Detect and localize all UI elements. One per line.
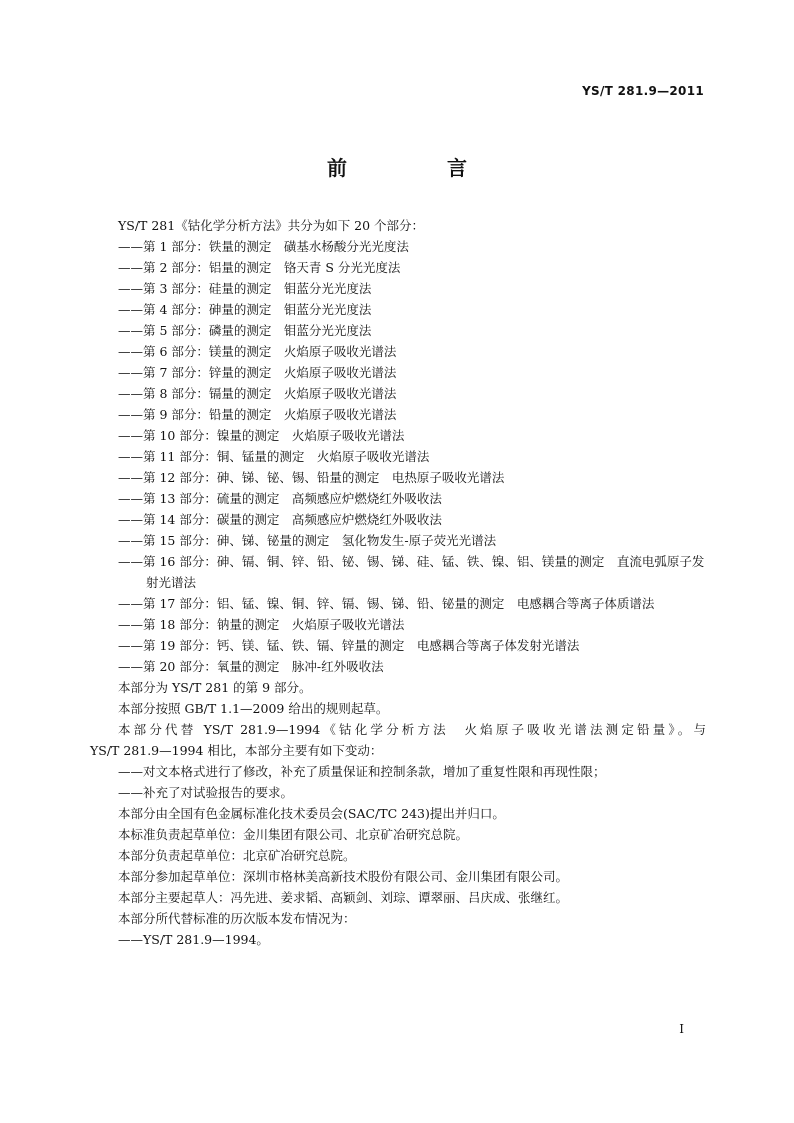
list-item: ——第 16 部分：砷、镉、铜、锌、铅、铋、锡、锑、硅、锰、铁、镍、铝、镁量的测定 直流电弧原子发射光谱法 — [118, 554, 705, 590]
drafting-rules-paragraph: 本部分按照 GB/T 1.1—2009 给出的规则起草。 — [118, 701, 389, 716]
parts-list — [90, 236, 706, 677]
intro-paragraph: YS/T 281《钴化学分析方法》共分为如下 20 个部分： — [118, 218, 425, 233]
list-item: ——补充了对试验报告的要求。 — [118, 785, 294, 800]
list-item: ——第 18 部分：钠量的测定 火焰原子吸收光谱法 — [118, 617, 405, 632]
list-item: ——第 20 部分：氧量的测定 脉冲-红外吸收法 — [118, 659, 384, 674]
part-of-paragraph: 本部分为 YS/T 281 的第 9 部分。 — [118, 680, 312, 695]
list-item: ——YS/T 281.9—1994。 — [118, 932, 269, 947]
page-title: 前 言 — [327, 156, 507, 180]
page-number: Ⅰ — [679, 1022, 684, 1036]
list-item: ——第 14 部分：碳量的测定 高频感应炉燃烧红外吸收法 — [118, 512, 442, 527]
list-item: ——第 15 部分：砷、锑、铋量的测定 氢化物发生-原子荧光光谱法 — [118, 533, 497, 548]
history-paragraph: 本部分所代替标准的历次版本发布情况为： — [118, 911, 356, 926]
changes-list — [90, 761, 706, 803]
list-item: ——第 19 部分：钙、镁、锰、铁、镉、锌量的测定 电感耦合等离子体发射光谱法 — [118, 638, 580, 653]
responsible-unit-part: 本部分负责起草单位：北京矿冶研究总院。 — [118, 848, 356, 863]
replacement-paragraph-line1: 本部分代替 YS/T 281.9—1994《钴化学分析方法 火焰原子吸收光谱法测定铅量》。与 — [118, 722, 706, 737]
list-item: ——第 5 部分：磷量的测定 钼蓝分光光度法 — [118, 323, 372, 338]
list-item: ——第 13 部分：硫量的测定 高频感应炉燃烧红外吸收法 — [118, 491, 442, 506]
main-drafters: 本部分主要起草人：冯先进、姜求韬、高颖剑、刘琮、谭翠丽、吕庆成、张继红。 — [118, 890, 569, 905]
list-item: ——第 7 部分：锌量的测定 火焰原子吸收光谱法 — [118, 365, 397, 380]
list-item: ——第 12 部分：砷、锑、铋、锡、铅量的测定 电热原子吸收光谱法 — [118, 470, 505, 485]
list-item: ——第 17 部分：铝、锰、镍、铜、锌、镉、锡、锑、铅、铋量的测定 电感耦合等离子体质谱法 — [118, 596, 655, 611]
list-item: ——第 11 部分：铜、锰量的测定 火焰原子吸收光谱法 — [118, 449, 430, 464]
list-item: ——第 4 部分：砷量的测定 钼蓝分光光度法 — [118, 302, 372, 317]
proposed-paragraph: 本部分由全国有色金属标准化技术委员会(SAC/TC 243)提出并归口。 — [118, 806, 505, 821]
list-item: ——第 9 部分：铅量的测定 火焰原子吸收光谱法 — [118, 407, 397, 422]
standard-code: YS/T 281.9—2011 — [582, 84, 704, 98]
participating-units: 本部分参加起草单位：深圳市格林美高新技术股份有限公司、金川集团有限公司。 — [118, 869, 569, 884]
list-item: ——第 10 部分：镍量的测定 火焰原子吸收光谱法 — [118, 428, 405, 443]
list-item: ——第 8 部分：镉量的测定 火焰原子吸收光谱法 — [118, 386, 397, 401]
list-item: ——第 6 部分：镁量的测定 火焰原子吸收光谱法 — [118, 344, 397, 359]
document-body — [90, 215, 706, 950]
list-item: ——对文本格式进行了修改，补充了质量保证和控制条款，增加了重复性限和再现性限； — [118, 764, 606, 779]
responsible-unit-standard: 本标准负责起草单位：金川集团有限公司、北京矿冶研究总院。 — [118, 827, 469, 842]
list-item: ——第 3 部分：硅量的测定 钼蓝分光光度法 — [118, 281, 372, 296]
replacement-paragraph-line2: YS/T 281.9—1994 相比，本部分主要有如下变动： — [90, 743, 383, 758]
list-item: ——第 1 部分：铁量的测定 磺基水杨酸分光光度法 — [118, 239, 409, 254]
list-item: ——第 2 部分：铝量的测定 铬天青 S 分光光度法 — [118, 260, 401, 275]
history-list — [90, 929, 706, 950]
